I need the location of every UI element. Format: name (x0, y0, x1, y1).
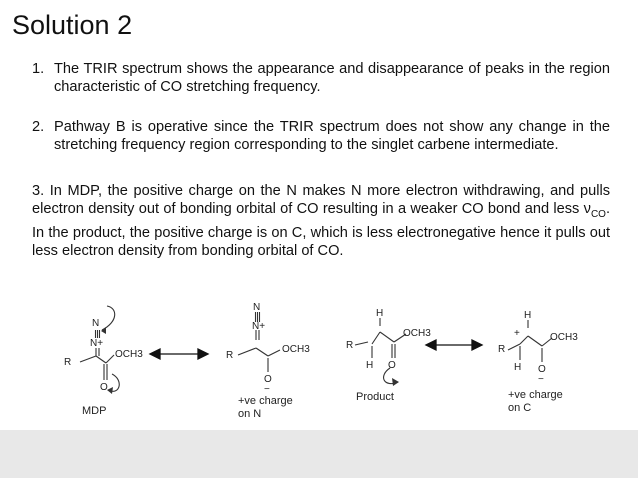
s1-n-plus: N+ (90, 338, 104, 349)
s4-caption-2: on C (508, 402, 532, 414)
s4-och3: OCH3 (550, 332, 578, 343)
s4-plus: + (514, 328, 520, 339)
s4-minus: − (538, 374, 544, 385)
s4-r: R (498, 344, 506, 355)
item-number: 1. (32, 61, 45, 77)
s2-r: R (226, 350, 234, 361)
s1-n-top: N (92, 318, 100, 329)
co-subscript: CO (590, 208, 606, 220)
s2-caption-2: on N (238, 408, 262, 420)
s2-n-plus: N+ (252, 321, 266, 332)
s3-o: O (388, 360, 396, 371)
s2-minus: − (264, 384, 270, 395)
reaction-scheme (0, 300, 638, 430)
s3-r: R (346, 340, 354, 351)
s2-caption-1: +ve charge (238, 395, 293, 407)
s4-caption-1: +ve charge (508, 389, 563, 401)
s1-caption: MDP (82, 405, 107, 417)
list-item-3 (32, 182, 610, 260)
s4-h-top: H (524, 310, 532, 321)
item-text: Pathway B is operative since the TRIR spectrum does not show any change in the stretching frequency region corresponding to the singlet carbene intermediate. (54, 119, 610, 153)
item-text (32, 182, 610, 260)
s2-n-top: N (253, 302, 261, 313)
s3-och3: OCH3 (403, 328, 431, 339)
s4-o: O (538, 364, 546, 375)
item-text: The TRIR spectrum shows the appearance and disappearance of peaks in the region characteristic of CO stretching frequency. (54, 61, 610, 95)
item-text-part-2: . In the product, the positive charge is on C, which is less electronegative hence it pulls out less electron density from bonding orbital of CO. (32, 201, 610, 259)
s1-r: R (64, 357, 72, 368)
item-text-part-1: In MDP, the positive charge on the N makes N more electron withdrawing, and pulls electron density out of bonding orbital of CO resulting in a weaker CO bond and less ν (32, 183, 610, 217)
slide-title: Solution 2 (12, 10, 133, 40)
s1-och3: OCH3 (115, 349, 143, 360)
s4-h-bottom: H (514, 362, 522, 373)
footer-band (0, 430, 638, 478)
s2-o: O (264, 374, 272, 385)
s3-caption: Product (356, 391, 394, 403)
list-item-1 (32, 60, 610, 96)
s3-h-bottom: H (366, 360, 374, 371)
item-number: 2. (32, 119, 45, 135)
list-item-2 (32, 118, 610, 154)
item-number: 3. (32, 183, 45, 199)
s3-h-top: H (376, 308, 384, 319)
s1-o: O (100, 382, 108, 393)
s2-och3: OCH3 (282, 344, 310, 355)
